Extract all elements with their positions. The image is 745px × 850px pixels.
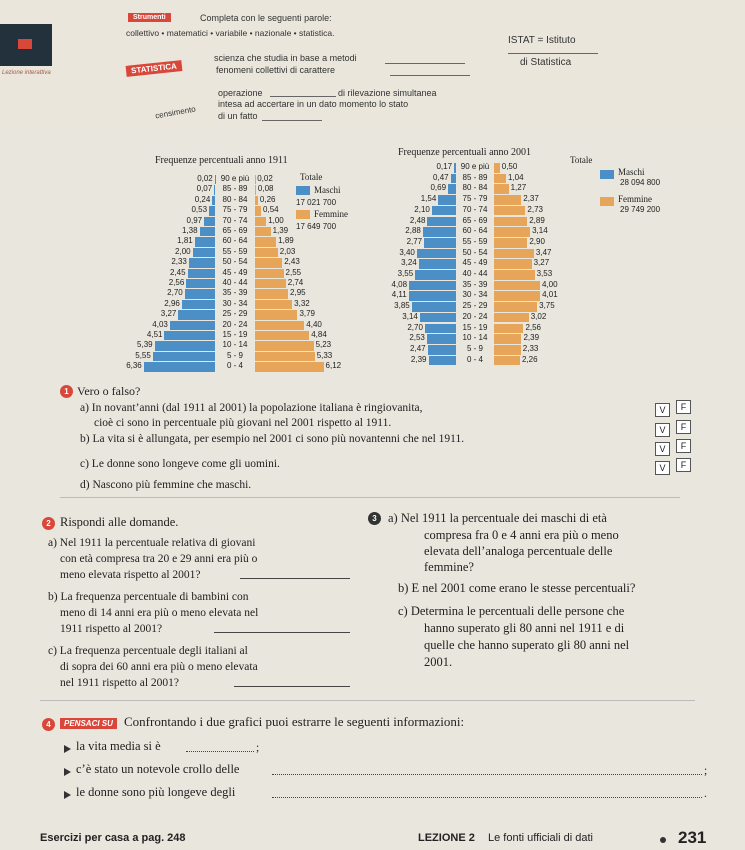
male-bar [415, 270, 456, 280]
age-label: 65 - 69 [462, 215, 488, 225]
female-bar [494, 217, 527, 227]
vf-a-true[interactable]: V [655, 403, 670, 417]
male-bar [425, 324, 456, 334]
answer-line[interactable] [214, 632, 350, 633]
legend-total-1911: Totale [300, 172, 323, 182]
page-number: 231 [678, 828, 707, 847]
dot-icon [660, 837, 666, 843]
male-total-2001: 28 094 800 [620, 178, 661, 187]
male-value-label: 4,08 [391, 279, 408, 289]
female-value-label: 4,40 [306, 319, 322, 329]
female-bar [494, 291, 540, 301]
female-value-label: 2,56 [525, 322, 542, 332]
ex2-b-line2: meno di 14 anni era più o meno elevata nel [60, 607, 259, 619]
age-label: 25 - 29 [462, 301, 488, 311]
legend-female-2001: Femmine [618, 194, 652, 204]
footer-lezione: LEZIONE 2 [418, 832, 475, 844]
male-bar [189, 258, 215, 267]
female-value-label: 3,79 [299, 309, 316, 319]
vf-d-false[interactable]: F [676, 458, 691, 472]
male-value-label: 0,17 [436, 162, 453, 171]
female-value-label: 3,53 [536, 269, 553, 278]
female-value-label: 3,02 [530, 311, 547, 321]
age-label: 35 - 39 [222, 288, 248, 298]
female-value-label: 3,27 [533, 258, 550, 268]
ex3-a-line4: femmine? [424, 560, 474, 574]
male-bar [170, 321, 215, 330]
female-bar [494, 281, 540, 291]
male-bar [185, 289, 215, 298]
female-value-label: 3,32 [294, 298, 310, 308]
ex2-a-line1: a) Nel 1911 la percentuale relativa di giovani [48, 537, 256, 549]
female-value-label: 1,39 [272, 226, 289, 235]
pyramid-1911-title: Frequenze percentuali anno 1911 [155, 155, 288, 166]
age-label: 65 - 69 [222, 226, 248, 235]
ex4-item-2: c’è stato un notevole crollo delle [76, 762, 240, 776]
male-value-label: 2,00 [175, 246, 191, 256]
female-value-label: 5,23 [315, 340, 332, 350]
vf-d-true[interactable]: V [655, 461, 670, 475]
male-value-label: 0,07 [196, 184, 213, 194]
istat-line-2: di Statistica [520, 57, 572, 68]
male-value-label: 0,97 [186, 215, 203, 225]
male-bar [427, 217, 456, 227]
female-value-label: 0,08 [257, 184, 274, 194]
female-bar [494, 356, 520, 366]
legend-male-1911: Maschi [314, 185, 341, 195]
male-bar [419, 259, 456, 269]
female-value-label: 2,33 [522, 343, 539, 353]
male-bar [144, 362, 215, 371]
answer-line[interactable] [272, 797, 702, 798]
age-label: 15 - 19 [462, 322, 488, 332]
vf-b-false[interactable]: F [676, 420, 691, 434]
age-label: 80 - 84 [222, 194, 248, 204]
age-label: 5 - 9 [226, 350, 243, 360]
female-bar [255, 310, 297, 319]
female-bar [255, 185, 256, 194]
age-label: 80 - 84 [462, 183, 488, 193]
female-value-label: 2,03 [279, 246, 296, 256]
ex3-b: b) E nel 2001 come erano le stesse percentuali? [398, 581, 636, 595]
operazione: operazione [218, 88, 263, 98]
male-value-label: 0,47 [433, 172, 449, 182]
male-value-label: 6,36 [126, 361, 142, 371]
male-value-label: 0,02 [197, 174, 213, 183]
age-label: 40 - 44 [222, 278, 248, 287]
ex3-a-line1: a) Nel 1911 la percentuale dei maschi di età [388, 511, 607, 525]
age-label: 55 - 59 [462, 236, 488, 246]
age-label: 50 - 54 [462, 247, 488, 257]
female-bar [494, 313, 529, 323]
blank-line[interactable] [385, 63, 465, 64]
female-bar [494, 184, 509, 194]
answer-line[interactable] [186, 751, 254, 752]
female-value-label: 2,89 [529, 215, 545, 225]
male-value-label: 0,69 [430, 183, 447, 193]
divider [40, 700, 695, 701]
ex1-d: d) Nascono più femmine che maschi. [80, 479, 252, 491]
female-bar [494, 249, 534, 259]
age-label: 45 - 49 [462, 258, 488, 268]
blank-line[interactable] [270, 96, 336, 97]
male-value-label: 1,38 [181, 226, 198, 235]
female-value-label: 0,26 [259, 194, 276, 204]
ex2-c-line2: di sopra dei 60 anni era più o meno elevata [60, 661, 258, 673]
age-label: 5 - 9 [466, 343, 483, 353]
female-value-label: 1,04 [507, 172, 524, 182]
pensaci-badge: PENSACI SU [60, 718, 117, 729]
legend-male-swatch [600, 170, 614, 179]
male-total-1911: 17 021 700 [296, 198, 337, 207]
intesa: intesa ad accertare in un dato momento lo stato [218, 99, 409, 109]
ex3-c-line2: hanno superato gli 80 anni nel 1911 e di [424, 621, 625, 635]
male-value-label: 3,27 [160, 309, 177, 319]
female-value-label: 0,50 [501, 162, 518, 171]
ex4-item-1: la vita media si è [76, 739, 161, 753]
vf-b-true[interactable]: V [655, 423, 670, 437]
female-value-label: 4,00 [542, 279, 558, 289]
female-value-label: 5,33 [316, 350, 333, 360]
ex2-a-line3: meno elevata rispetto al 2001? [60, 569, 201, 581]
male-bar [409, 281, 456, 291]
age-label: 35 - 39 [462, 279, 488, 289]
age-label: 25 - 29 [222, 309, 248, 319]
female-value-label: 1,89 [278, 236, 294, 246]
footer [0, 828, 745, 850]
blank-line[interactable] [390, 75, 470, 76]
female-bar [494, 206, 525, 216]
male-value-label: 0,53 [191, 205, 208, 215]
female-value-label: 2,74 [287, 278, 304, 287]
male-value-label: 4,03 [152, 319, 168, 329]
female-bar [255, 258, 282, 267]
ex1-b: b) La vita si è allungata, per esempio nel 2001 ci sono più novantenni che nel 1911. [80, 433, 465, 445]
male-value-label: 3,40 [399, 247, 415, 257]
age-label: 0 - 4 [466, 354, 483, 364]
vf-c-false[interactable]: F [676, 439, 691, 453]
exercise-2-number: 2 [42, 517, 55, 530]
ex3-c-line4: 2001. [424, 655, 453, 669]
male-value-label: 5,55 [135, 350, 151, 360]
male-bar [153, 352, 215, 361]
ex1-c: c) Le donne sono longeve come gli uomini. [80, 458, 280, 470]
male-value-label: 4,11 [391, 290, 407, 300]
female-value-label: 2,73 [527, 204, 543, 214]
female-value-label: 2,55 [285, 267, 302, 277]
istat-line-1: ISTAT = Istituto [508, 35, 576, 46]
play-icon [18, 39, 32, 49]
male-value-label: 2,77 [406, 236, 423, 246]
semicolon: ; [256, 742, 260, 754]
female-value-label: 3,14 [532, 226, 548, 236]
blank-line[interactable] [262, 120, 322, 121]
age-label: 20 - 24 [222, 319, 248, 329]
age-label: 90 e più [220, 174, 250, 183]
male-bar [424, 238, 456, 248]
ex3-c-line1: c) Determina le percentuali delle persone che [398, 604, 625, 618]
pyramid-2001-title: Frequenze percentuali anno 2001 [398, 147, 532, 158]
female-bar [255, 237, 276, 246]
female-bar [494, 324, 523, 334]
rilevazione: di rilevazione simultanea [338, 88, 437, 98]
female-bar [255, 248, 278, 257]
male-bar [195, 237, 215, 246]
age-label: 10 - 14 [222, 340, 248, 350]
word-bank: collettivo • matematici • variabile • nazionale • statistica. [126, 28, 335, 38]
female-value-label: 2,43 [284, 257, 300, 267]
male-value-label: 2,33 [171, 257, 187, 267]
ex4-item-3: le donne sono più longeve degli [76, 785, 236, 799]
age-label: 45 - 49 [222, 267, 248, 277]
male-value-label: 2,47 [410, 343, 426, 353]
age-label: 85 - 89 [222, 184, 248, 194]
male-bar [423, 227, 456, 237]
male-value-label: 4,51 [146, 330, 163, 339]
female-bar [255, 196, 258, 205]
bullet-icon [64, 791, 71, 799]
male-value-label: 2,48 [409, 215, 426, 225]
ex1-a-line1: a) In novant’anni (dal 1911 al 2001) la popolazione italiana è ringiovanita, [80, 402, 423, 414]
exercise-2-title: Rispondi alle domande. [60, 515, 179, 529]
tool-badge: Strumenti [128, 13, 171, 22]
female-bar [494, 174, 506, 184]
female-total-2001: 29 749 200 [620, 205, 661, 214]
female-bar [255, 331, 309, 340]
sidebar-tab-label: Lezione interattiva [2, 70, 51, 76]
male-value-label: 2,39 [410, 354, 427, 364]
age-label: 15 - 19 [222, 330, 248, 339]
female-bar [255, 362, 324, 371]
male-value-label: 3,55 [397, 269, 414, 278]
male-bar [188, 269, 215, 278]
legend-total-2001: Totale [570, 155, 593, 165]
female-value-label: 4,84 [311, 330, 327, 339]
female-bar [255, 300, 292, 309]
bullet-icon [64, 745, 71, 753]
male-value-label: 0,24 [194, 194, 211, 204]
female-bar [255, 341, 314, 350]
female-bar [255, 352, 315, 361]
age-label: 20 - 24 [462, 311, 488, 321]
age-label: 70 - 74 [222, 215, 248, 225]
ex2-a-line2: con età compresa tra 20 e 29 anni era più o [60, 553, 258, 565]
blank-line[interactable] [508, 53, 598, 54]
female-bar [494, 163, 500, 173]
female-bar [494, 345, 521, 355]
male-value-label: 1,81 [177, 236, 193, 246]
period: . [704, 788, 707, 800]
age-label: 30 - 34 [462, 290, 488, 300]
header-band [0, 0, 745, 130]
male-bar [204, 217, 215, 226]
statistica-def-2: fenomeni collettivi di carattere [216, 65, 336, 75]
male-value-label: 2,45 [169, 267, 186, 277]
legend-female-swatch [296, 210, 310, 219]
age-label: 55 - 59 [222, 246, 248, 256]
sidebar-tab[interactable] [0, 24, 52, 66]
ex2-b-line1: b) La frequenza percentuale di bambini con [48, 591, 249, 603]
male-value-label: 2,96 [164, 298, 180, 308]
exercise-3-number: 3 [368, 512, 381, 525]
ex3-a-line2: compresa fra 0 e 4 anni era più o meno [424, 528, 619, 542]
female-bar [494, 302, 537, 312]
male-value-label: 2,10 [414, 204, 430, 214]
male-bar [193, 248, 215, 257]
male-bar [155, 341, 215, 350]
female-value-label: 2,95 [290, 288, 306, 298]
female-bar [255, 289, 288, 298]
female-value-label: 1,27 [510, 183, 527, 193]
male-bar [432, 206, 456, 216]
male-value-label: 1,54 [420, 194, 437, 204]
legend-male-2001: Maschi [618, 167, 645, 177]
female-bar [494, 227, 530, 237]
ex3-c-line3: quelle che hanno superato gli 80 anni nel [424, 638, 630, 652]
female-value-label: 2,90 [529, 236, 545, 246]
ex2-c-line3: nel 1911 rispetto al 2001? [60, 677, 180, 689]
male-value-label: 2,88 [405, 226, 421, 236]
age-label: 70 - 74 [462, 204, 488, 214]
footer-section: Le fonti ufficiali di dati [488, 832, 593, 844]
female-value-label: 1,00 [268, 215, 284, 225]
answer-line[interactable] [272, 774, 702, 775]
female-value-label: 2,37 [523, 194, 539, 204]
answer-line[interactable] [234, 686, 350, 687]
female-bar [255, 269, 284, 278]
male-bar [200, 227, 215, 236]
male-bar [429, 356, 456, 366]
footer-homework: Esercizi per casa a pag. 248 [40, 832, 186, 844]
female-value-label: 2,26 [521, 354, 538, 364]
female-bar [494, 334, 521, 344]
male-bar [420, 313, 456, 323]
male-value-label: 2,56 [168, 278, 185, 287]
female-bar [255, 321, 304, 330]
statistica-def-1: scienza che studia in base a metodi [214, 53, 357, 63]
male-value-label: 5,39 [137, 340, 153, 350]
answer-line[interactable] [240, 578, 350, 579]
age-label: 50 - 54 [222, 257, 248, 267]
female-bar [255, 227, 271, 236]
ex1-a-line2: cioè ci sono in percentuale più giovani nel 2001 rispetto al 1911. [94, 417, 392, 429]
statistica-label: STATISTICA [126, 60, 183, 77]
exercise-4-number: 4 [42, 718, 55, 731]
male-bar [427, 334, 456, 344]
legend-female-1911: Femmine [314, 209, 348, 219]
female-value-label: 0,54 [263, 205, 279, 215]
age-label: 0 - 4 [226, 361, 243, 371]
divider [60, 497, 680, 498]
age-label: 30 - 34 [222, 298, 248, 308]
age-label: 75 - 79 [462, 194, 488, 204]
female-total-1911: 17 649 700 [296, 222, 337, 231]
male-bar [182, 300, 215, 309]
male-bar [428, 345, 456, 355]
male-bar [186, 279, 215, 288]
female-value-label: 2,39 [523, 333, 540, 343]
exercise-1-number: 1 [60, 385, 73, 398]
male-value-label: 3,85 [394, 301, 410, 311]
male-bar [178, 310, 215, 319]
vf-a-false[interactable]: F [676, 400, 691, 414]
age-label: 75 - 79 [222, 205, 248, 215]
age-label: 40 - 44 [462, 269, 488, 278]
female-value-label: 0,02 [257, 174, 273, 183]
male-value-label: 2,70 [407, 322, 423, 332]
ex2-c-line1: c) La frequenza percentuale degli italiani al [48, 645, 248, 657]
male-value-label: 3,14 [402, 311, 418, 321]
male-value-label: 2,53 [409, 333, 425, 343]
censimento-label: censimento [154, 104, 197, 121]
male-bar [412, 302, 456, 312]
male-value-label: 3,24 [401, 258, 417, 268]
male-bar [438, 195, 456, 205]
female-bar [255, 279, 286, 288]
vf-c-true[interactable]: V [655, 442, 670, 456]
female-value-label: 4,01 [542, 290, 558, 300]
legend-male-swatch [296, 186, 310, 195]
age-label: 60 - 64 [462, 226, 488, 236]
female-value-label: 3,47 [535, 247, 552, 257]
male-bar [164, 331, 215, 340]
ex3-a-line3: elevata dell’analoga percentuale delle [424, 544, 613, 558]
male-bar [409, 291, 456, 301]
female-bar [494, 195, 521, 205]
male-bar [417, 249, 456, 259]
female-value-label: 3,75 [539, 301, 555, 311]
exercise-4-title: Confrontando i due grafici puoi estrarre le seguenti informazioni: [124, 714, 465, 729]
bullet-icon [64, 768, 71, 776]
ex2-b-line3: 1911 rispetto al 2001? [60, 623, 163, 635]
semicolon: ; [704, 765, 708, 777]
female-bar [494, 270, 535, 280]
exercise-1-title: Vero o falso? [77, 384, 141, 398]
legend-female-swatch [600, 197, 614, 206]
instruction: Completa con le seguenti parole: [200, 13, 332, 23]
female-bar [255, 217, 266, 226]
female-bar [494, 238, 527, 248]
age-label: 60 - 64 [222, 236, 248, 246]
female-value-label: 6,12 [325, 361, 342, 371]
female-bar [494, 259, 532, 269]
age-label: 10 - 14 [462, 333, 488, 343]
male-bar [448, 184, 456, 194]
fatto: di un fatto [218, 111, 258, 121]
age-label: 90 e più [460, 162, 490, 171]
male-value-label: 2,70 [167, 288, 183, 298]
female-bar [255, 206, 261, 215]
age-label: 85 - 89 [462, 172, 488, 182]
